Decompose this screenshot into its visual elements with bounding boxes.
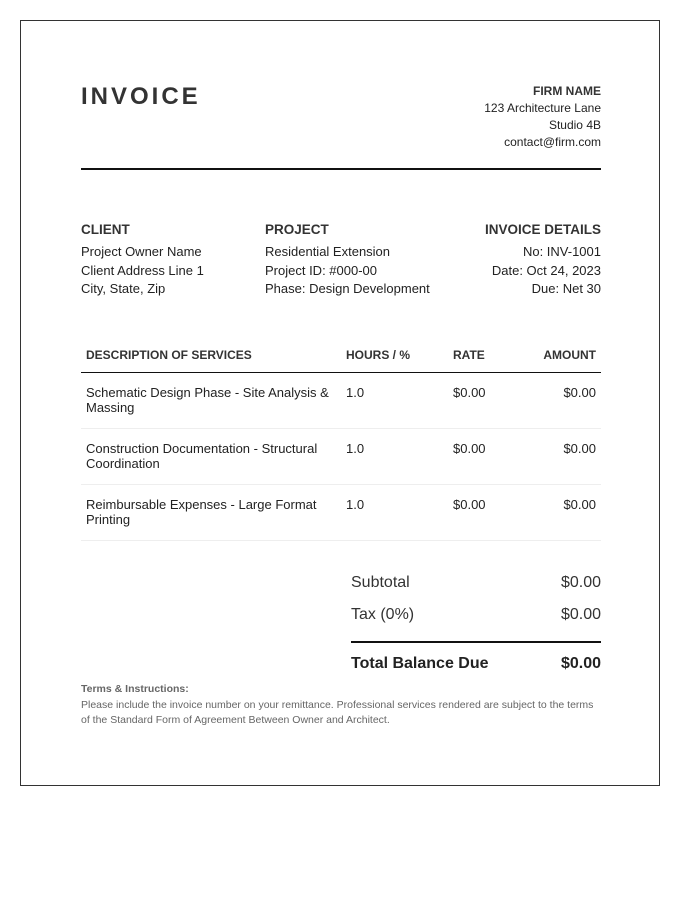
totals-block <box>351 573 601 674</box>
tax-value: $0.00 <box>560 606 601 623</box>
header-rate: RATE <box>448 339 518 373</box>
row-amount: $0.00 <box>518 485 601 541</box>
table-header-row <box>81 339 601 373</box>
terms-title: Terms & Instructions: <box>81 683 189 695</box>
firm-info <box>484 83 601 151</box>
table-row <box>81 485 601 541</box>
subtotal-row <box>351 573 601 605</box>
project-block <box>265 221 430 299</box>
row-amount: $0.00 <box>518 373 601 429</box>
client-heading: CLIENT <box>81 222 130 237</box>
invoice-date: Date: Oct 24, 2023 <box>491 262 601 278</box>
invoice-number: No: INV-1001 <box>522 244 601 259</box>
total-value: $0.00 <box>560 654 601 672</box>
header-hours: HOURS / % <box>341 339 448 373</box>
project-name: Residential Extension <box>265 244 391 259</box>
firm-address-line1: 123 Architecture Lane <box>484 101 601 115</box>
terms-text: Please include the invoice number on your remittance. Professional services rendered are subject to the terms of the Standard Form of Agreement Between Owner and Architect. <box>81 699 594 726</box>
invoice-page <box>20 20 660 786</box>
invoice-title: INVOICE <box>81 83 201 110</box>
table-row <box>81 429 601 485</box>
subtotal-value: $0.00 <box>560 574 601 591</box>
firm-address-line2: Studio 4B <box>548 118 601 132</box>
client-block <box>81 221 204 299</box>
tax-label: Tax (0%) <box>351 606 415 623</box>
total-balance-row <box>351 654 601 674</box>
invoice-details-heading: INVOICE DETAILS <box>484 222 601 237</box>
row-rate: $0.00 <box>448 429 518 485</box>
table-row <box>81 373 601 429</box>
project-id: Project ID: #000-00 <box>265 262 378 278</box>
row-description: Reimbursable Expenses - Large Format Printing <box>81 485 341 541</box>
invoice-details-block <box>485 221 601 299</box>
row-rate: $0.00 <box>448 373 518 429</box>
header-description: DESCRIPTION OF SERVICES <box>81 339 341 373</box>
services-table <box>81 339 601 541</box>
row-rate: $0.00 <box>448 485 518 541</box>
row-hours: 1.0 <box>341 429 448 485</box>
total-label: Total Balance Due <box>351 654 489 672</box>
client-address: Client Address Line 1 <box>81 262 204 278</box>
row-amount: $0.00 <box>518 429 601 485</box>
client-name: Project Owner Name <box>81 244 202 259</box>
subtotal-label: Subtotal <box>351 574 410 591</box>
project-heading: PROJECT <box>265 222 329 237</box>
tax-row <box>351 605 601 637</box>
row-description: Schematic Design Phase - Site Analysis & Massing <box>81 373 341 429</box>
row-hours: 1.0 <box>341 485 448 541</box>
total-divider <box>351 641 601 643</box>
project-phase: Phase: Design Development <box>265 281 430 296</box>
invoice-due: Due: Net 30 <box>531 281 601 296</box>
header-divider <box>81 168 601 170</box>
firm-email: contact@firm.com <box>504 135 601 149</box>
client-city: City, State, Zip <box>81 281 166 296</box>
row-hours: 1.0 <box>341 373 448 429</box>
row-description: Construction Documentation - Structural Coordination <box>81 429 341 485</box>
terms-block <box>81 682 601 728</box>
firm-name: FIRM NAME <box>533 84 601 98</box>
header-amount: AMOUNT <box>518 339 601 373</box>
